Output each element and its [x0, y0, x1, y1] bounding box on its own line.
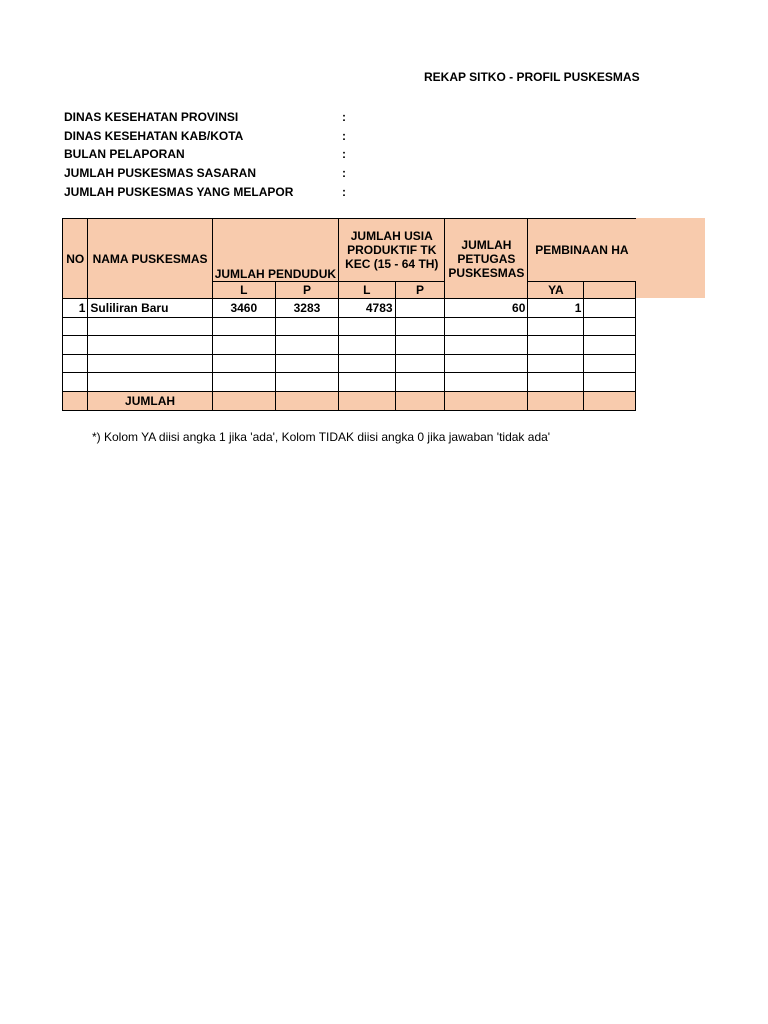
cell-ya[interactable]	[528, 373, 584, 392]
cell-penduduk-p[interactable]	[275, 354, 338, 373]
cell-petugas[interactable]	[445, 336, 528, 355]
table-viewport	[62, 218, 636, 411]
cell-penduduk-l[interactable]	[212, 336, 275, 355]
table-row	[63, 317, 636, 336]
cell-usia-l[interactable]	[339, 336, 396, 355]
info-label: DINAS KESEHATAN KAB/KOTA	[64, 128, 244, 143]
table-header-row	[63, 219, 636, 282]
info-colon: :	[342, 110, 346, 124]
rekap-table	[62, 218, 636, 411]
cell-usia-l[interactable]	[339, 354, 396, 373]
cell-tidak[interactable]	[584, 336, 636, 355]
table-row	[63, 299, 636, 318]
cell-usia-p[interactable]	[395, 317, 445, 336]
info-row-provinsi	[64, 108, 346, 127]
document-title: REKAP SITKO - PROFIL PUSKESMAS	[424, 70, 640, 84]
subheader-tidak	[584, 282, 636, 299]
header-no: NO	[63, 219, 88, 299]
header-usia-produktif: JUMLAH USIA PRODUKTIF TK KEC (15 - 64 TH)	[339, 219, 445, 282]
cell-no[interactable]	[63, 317, 88, 336]
total-usia-p	[395, 391, 445, 410]
cell-tidak[interactable]	[584, 373, 636, 392]
cell-penduduk-l[interactable]	[212, 354, 275, 373]
subheader-usia-l: L	[339, 282, 396, 299]
cell-nama[interactable]: Suliliran Baru	[88, 299, 212, 318]
cell-nama[interactable]	[88, 373, 212, 392]
info-colon: :	[342, 166, 346, 181]
info-colon: :	[342, 128, 346, 143]
cell-nama[interactable]	[88, 317, 212, 336]
table-total-row	[63, 391, 636, 410]
cell-usia-p[interactable]	[395, 299, 445, 318]
cell-ya[interactable]	[528, 317, 584, 336]
cell-no[interactable]: 1	[63, 299, 88, 318]
cell-petugas[interactable]	[445, 354, 528, 373]
subheader-ya: YA	[528, 282, 584, 299]
footnote: *) Kolom YA diisi angka 1 jika 'ada', Kolom TIDAK diisi angka 0 jika jawaban 'tidak ada'	[92, 430, 551, 444]
cell-usia-l[interactable]	[339, 373, 396, 392]
cell-penduduk-l[interactable]	[212, 317, 275, 336]
header-pembinaan: PEMBINAAN HA	[528, 219, 636, 282]
info-block	[64, 108, 346, 201]
info-label: JUMLAH PUSKESMAS YANG MELAPOR	[64, 184, 294, 199]
cell-ya[interactable]	[528, 336, 584, 355]
total-cell-no	[63, 391, 88, 410]
cell-usia-p[interactable]	[395, 354, 445, 373]
cell-penduduk-p[interactable]	[275, 317, 338, 336]
info-label: JUMLAH PUSKESMAS SASARAN	[64, 166, 257, 181]
total-penduduk-p	[275, 391, 338, 410]
info-label: BULAN PELAPORAN	[64, 147, 185, 162]
cell-usia-l[interactable]	[339, 317, 396, 336]
subheader-penduduk-p: P	[275, 282, 338, 299]
cell-ya[interactable]	[528, 354, 584, 373]
cell-usia-p[interactable]	[395, 373, 445, 392]
cell-penduduk-p[interactable]	[275, 373, 338, 392]
info-label: DINAS KESEHATAN PROVINSI	[64, 110, 239, 124]
cell-penduduk-p[interactable]: 3283	[275, 299, 338, 318]
total-petugas	[445, 391, 528, 410]
cell-usia-p[interactable]	[395, 336, 445, 355]
info-colon: :	[342, 147, 346, 162]
info-row-sasaran	[64, 164, 346, 183]
table-row	[63, 373, 636, 392]
table-row	[63, 354, 636, 373]
cell-nama[interactable]	[88, 336, 212, 355]
cell-tidak[interactable]	[584, 299, 636, 318]
subheader-penduduk-l: L	[212, 282, 275, 299]
total-usia-l	[339, 391, 396, 410]
total-tidak	[584, 391, 636, 410]
header-jumlah-petugas: JUMLAH PETUGAS PUSKESMAS	[445, 219, 528, 299]
cell-penduduk-l[interactable]: 3460	[212, 299, 275, 318]
info-row-melapor	[64, 183, 346, 202]
cell-no[interactable]	[63, 336, 88, 355]
cell-penduduk-p[interactable]	[275, 336, 338, 355]
cell-nama[interactable]	[88, 354, 212, 373]
cell-tidak[interactable]	[584, 354, 636, 373]
cell-no[interactable]	[63, 354, 88, 373]
cell-petugas[interactable]	[445, 373, 528, 392]
info-row-bulan	[64, 145, 346, 164]
total-ya	[528, 391, 584, 410]
info-row-kabkota	[64, 127, 346, 146]
header-fill-extension	[635, 218, 705, 298]
cell-tidak[interactable]	[584, 317, 636, 336]
cell-petugas[interactable]	[445, 317, 528, 336]
header-jumlah-penduduk: JUMLAH PENDUDUK	[212, 219, 338, 282]
info-colon: :	[342, 184, 346, 199]
cell-penduduk-l[interactable]	[212, 373, 275, 392]
cell-usia-l[interactable]: 4783	[339, 299, 396, 318]
table-row	[63, 336, 636, 355]
cell-petugas[interactable]: 60	[445, 299, 528, 318]
subheader-usia-p: P	[395, 282, 445, 299]
total-label: JUMLAH	[88, 391, 212, 410]
header-nama-puskesmas: NAMA PUSKESMAS	[88, 219, 212, 299]
cell-ya[interactable]: 1	[528, 299, 584, 318]
cell-no[interactable]	[63, 373, 88, 392]
total-penduduk-l	[212, 391, 275, 410]
